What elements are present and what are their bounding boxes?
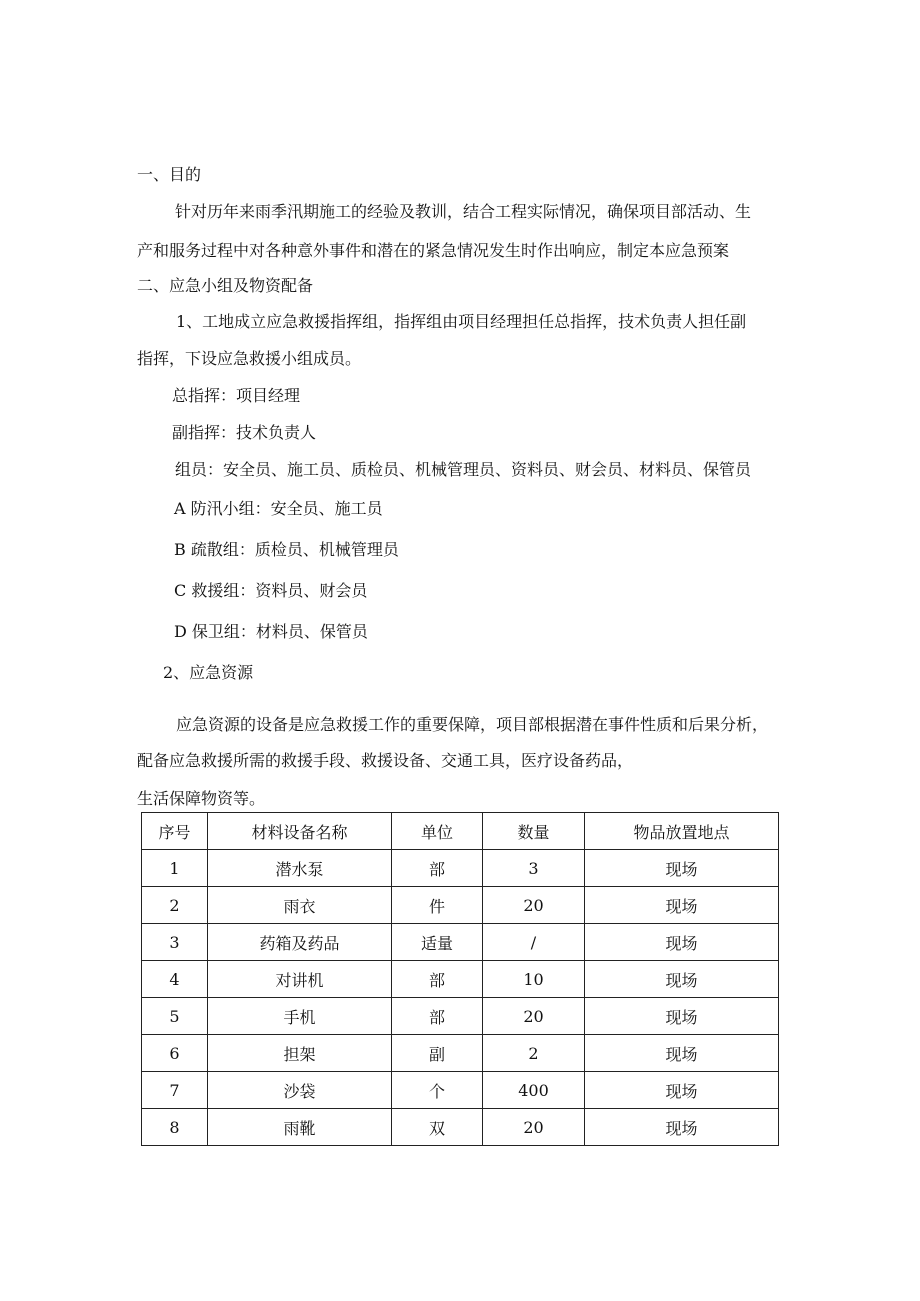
table-row (142, 1109, 779, 1146)
cell-location: 现场 (585, 1109, 779, 1146)
cell-no: 5 (142, 998, 208, 1035)
cell-name: 手机 (208, 998, 392, 1035)
cell-unit: 件 (392, 887, 483, 924)
group-a-line: A 防汛小组：安全员、施工员 (174, 499, 383, 518)
cell-no: 3 (142, 924, 208, 961)
item1-paragraph-line1: 1、工地成立应急救援指挥组，指挥组由项目经理担任总指挥，技术负责人担任副 (176, 312, 747, 331)
cell-no: 6 (142, 1035, 208, 1072)
item2-paragraph-line1: 应急资源的设备是应急救援工作的重要保障，项目部根据潜在事件性质和后果分析， (176, 715, 769, 734)
cell-name: 雨衣 (208, 887, 392, 924)
cell-no: 4 (142, 961, 208, 998)
cell-qty: 20 (483, 998, 585, 1035)
cell-unit: 副 (392, 1035, 483, 1072)
cell-location: 现场 (585, 924, 779, 961)
emergency-materials-table (141, 812, 779, 1146)
cell-name: 药箱及药品 (208, 924, 392, 961)
cell-unit: 适量 (392, 924, 483, 961)
cell-qty: 2 (483, 1035, 585, 1072)
table-header-row (142, 813, 779, 850)
table-row (142, 924, 779, 961)
table-row (142, 961, 779, 998)
header-location: 物品放置地点 (585, 813, 779, 850)
section1-paragraph-line1: 针对历年来雨季汛期施工的经验及教训，结合工程实际情况，确保项目部活动、生 (175, 202, 752, 221)
cell-name: 对讲机 (208, 961, 392, 998)
group-c-line: C 救援组：资料员、财会员 (174, 581, 368, 600)
cell-location: 现场 (585, 998, 779, 1035)
cell-qty: 10 (483, 961, 585, 998)
cell-unit: 个 (392, 1072, 483, 1109)
group-d-line: D 保卫组：材料员、保管员 (174, 622, 368, 641)
cell-location: 现场 (585, 961, 779, 998)
item1-paragraph-line2: 指挥，下设应急救援小组成员。 (137, 349, 362, 368)
members-line: 组员：安全员、施工员、质检员、机械管理员、资料员、财会员、材料员、保管员 (175, 460, 752, 479)
section1-heading: 一、目的 (137, 165, 202, 184)
cell-location: 现场 (585, 1035, 779, 1072)
section2-heading: 二、应急小组及物资配备 (137, 276, 314, 295)
header-no: 序号 (142, 813, 208, 850)
cell-no: 8 (142, 1109, 208, 1146)
cell-name: 担架 (208, 1035, 392, 1072)
section1-paragraph-line2: 产和服务过程中对各种意外事件和潜在的紧急情况发生时作出响应，制定本应急预案 (137, 241, 730, 260)
cell-no: 7 (142, 1072, 208, 1109)
table-row (142, 850, 779, 887)
cell-location: 现场 (585, 887, 779, 924)
table-row (142, 1072, 779, 1109)
group-b-line: B 疏散组：质检员、机械管理员 (174, 540, 399, 559)
item2-heading: 2、应急资源 (163, 663, 254, 682)
cell-unit: 部 (392, 961, 483, 998)
cell-qty: 3 (483, 850, 585, 887)
cell-location: 现场 (585, 1072, 779, 1109)
item2-paragraph-line2: 配备应急救援所需的救援手段、救援设备、交通工具，医疗设备药品， (137, 751, 634, 770)
table-row (142, 998, 779, 1035)
cell-qty: 20 (483, 887, 585, 924)
item2-paragraph-line3: 生活保障物资等。 (137, 789, 266, 808)
cell-qty: 20 (483, 1109, 585, 1146)
header-name: 材料设备名称 (208, 813, 392, 850)
header-qty: 数量 (483, 813, 585, 850)
table-row (142, 1035, 779, 1072)
deputy-commander-line: 副指挥：技术负责人 (172, 423, 317, 442)
header-unit: 单位 (392, 813, 483, 850)
cell-location: 现场 (585, 850, 779, 887)
cell-qty: / (483, 924, 585, 961)
cell-name: 潜水泵 (208, 850, 392, 887)
cell-name: 沙袋 (208, 1072, 392, 1109)
commander-line: 总指挥：项目经理 (172, 386, 301, 405)
cell-unit: 部 (392, 850, 483, 887)
cell-unit: 双 (392, 1109, 483, 1146)
cell-no: 2 (142, 887, 208, 924)
cell-qty: 400 (483, 1072, 585, 1109)
cell-no: 1 (142, 850, 208, 887)
table-row (142, 887, 779, 924)
cell-name: 雨靴 (208, 1109, 392, 1146)
cell-unit: 部 (392, 998, 483, 1035)
